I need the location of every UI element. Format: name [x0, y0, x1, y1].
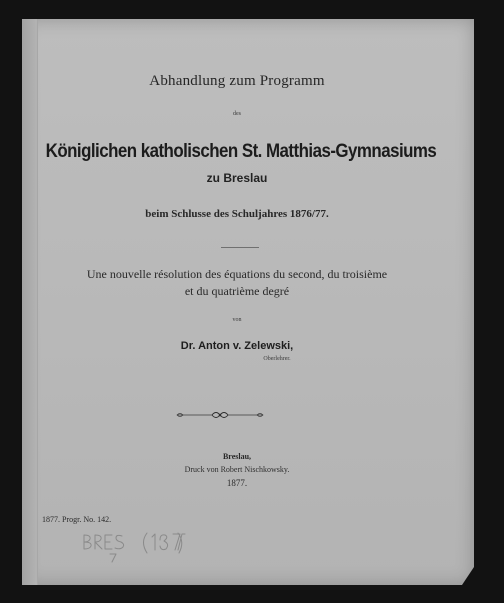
- binding-edge: [22, 19, 38, 585]
- connector-des: des: [233, 111, 241, 117]
- city-line: zu Breslau: [206, 171, 268, 185]
- author-name: Dr. Anton v. Zelewski,: [180, 340, 294, 352]
- divider-rule: [221, 247, 259, 248]
- ornament-flourish: [175, 409, 265, 421]
- by-line: von: [232, 317, 242, 323]
- handwritten-pencil-note: [26, 523, 186, 567]
- author-role: Oberlehrer.: [263, 356, 291, 362]
- title-page: [22, 19, 474, 585]
- document-header: Abhandlung zum Programm: [149, 73, 325, 89]
- program-number: 1877. Progr. No. 142.: [42, 515, 112, 524]
- imprint-place: Breslau,: [222, 452, 252, 461]
- institution-name: Königlichen katholischen St. Matthias-Gymnasiums: [45, 141, 437, 162]
- imprint-printer: Druck von Robert Nischkowsky.: [184, 465, 290, 474]
- treatise-title-line-1: Une nouvelle résolution des équations du second, du troisième: [86, 267, 388, 281]
- imprint-year: 1877.: [226, 478, 248, 488]
- occasion-line: beim Schlusse des Schuljahres 1876/77.: [145, 208, 329, 220]
- treatise-title-line-2: et du quatrième degré: [184, 284, 290, 298]
- torn-corner: [462, 567, 474, 585]
